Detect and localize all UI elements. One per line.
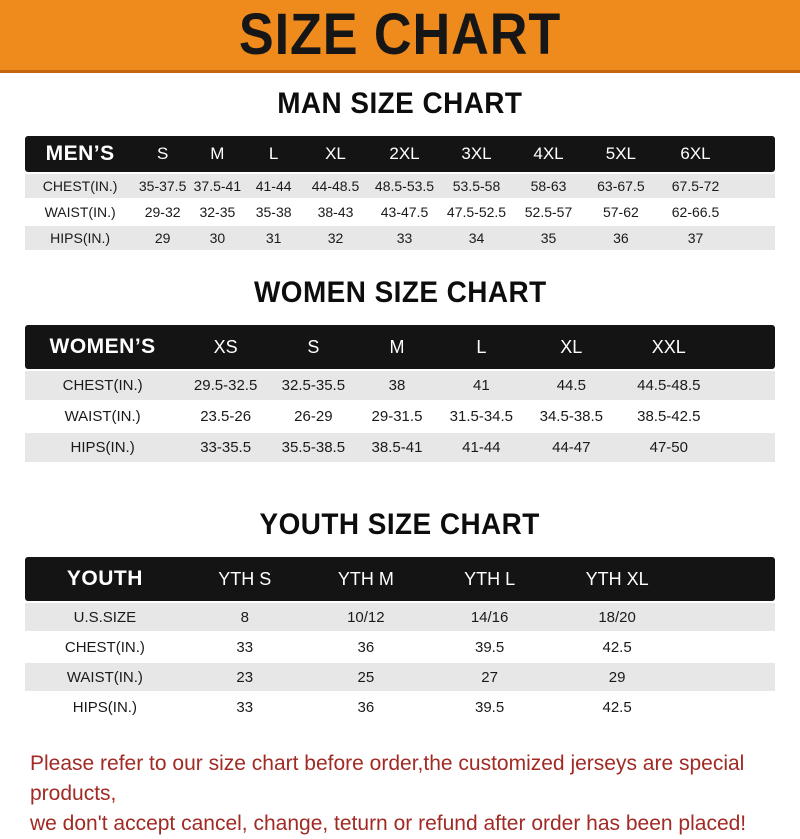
table-row: [25, 200, 775, 224]
size-header-cell: XXL: [618, 325, 719, 369]
size-value-cell: 36: [585, 226, 658, 250]
filler-cell: [719, 433, 775, 462]
size-value-cell: 41-44: [245, 174, 303, 198]
size-value-cell: 37: [657, 226, 734, 250]
size-value-cell: 29-31.5: [356, 402, 438, 431]
size-value-cell: 25: [305, 663, 427, 691]
filler-cell: [734, 136, 775, 172]
size-value-cell: 27: [427, 663, 552, 691]
womens-size-table: [25, 323, 775, 464]
size-value-cell: 30: [190, 226, 245, 250]
size-header-cell: YTH XL: [552, 557, 682, 601]
size-header-cell: 6XL: [657, 136, 734, 172]
size-value-cell: 41: [438, 371, 524, 400]
group-label-cell: WOMEN’S: [25, 325, 180, 369]
size-value-cell: 33: [185, 693, 305, 721]
size-value-cell: 31.5-34.5: [438, 402, 524, 431]
filler-cell: [734, 200, 775, 224]
table-header-row: [25, 557, 775, 601]
table-row: [25, 603, 775, 631]
banner-title: SIZE CHART: [238, 2, 562, 67]
size-value-cell: 42.5: [552, 693, 682, 721]
size-header-cell: M: [190, 136, 245, 172]
size-header-cell: XL: [524, 325, 618, 369]
table-row: [25, 633, 775, 661]
size-value-cell: 39.5: [427, 693, 552, 721]
row-label-cell: WAIST(IN.): [25, 200, 135, 224]
size-value-cell: 44-48.5: [303, 174, 369, 198]
row-label-cell: CHEST(IN.): [25, 174, 135, 198]
section-title-youth: YOUTH SIZE CHART: [259, 508, 541, 541]
size-value-cell: 44.5: [524, 371, 618, 400]
group-label-cell: MEN’S: [25, 136, 135, 172]
filler-cell: [682, 557, 775, 601]
size-value-cell: 32: [303, 226, 369, 250]
size-value-cell: 29: [135, 226, 190, 250]
size-value-cell: 62-66.5: [657, 200, 734, 224]
size-header-cell: 3XL: [441, 136, 513, 172]
filler-cell: [734, 226, 775, 250]
filler-cell: [682, 633, 775, 661]
size-header-cell: 2XL: [369, 136, 441, 172]
size-value-cell: 10/12: [305, 603, 427, 631]
size-header-cell: XS: [180, 325, 271, 369]
size-value-cell: 57-62: [585, 200, 658, 224]
size-value-cell: 67.5-72: [657, 174, 734, 198]
row-label-cell: HIPS(IN.): [25, 693, 185, 721]
row-label-cell: WAIST(IN.): [25, 663, 185, 691]
table-row: [25, 226, 775, 250]
filler-cell: [682, 603, 775, 631]
size-value-cell: 29-32: [135, 200, 190, 224]
size-value-cell: 58-63: [513, 174, 585, 198]
filler-cell: [719, 402, 775, 431]
size-value-cell: 32-35: [190, 200, 245, 224]
row-label-cell: HIPS(IN.): [25, 226, 135, 250]
size-header-cell: YTH L: [427, 557, 552, 601]
notice-line-1: Please refer to our size chart before order,the customized jerseys are special products,: [30, 752, 745, 805]
size-value-cell: 42.5: [552, 633, 682, 661]
size-value-cell: 38.5-41: [356, 433, 438, 462]
size-header-cell: S: [271, 325, 356, 369]
size-value-cell: 18/20: [552, 603, 682, 631]
row-label-cell: WAIST(IN.): [25, 402, 180, 431]
size-value-cell: 37.5-41: [190, 174, 245, 198]
size-value-cell: 35-38: [245, 200, 303, 224]
size-value-cell: 43-47.5: [369, 200, 441, 224]
size-value-cell: 34.5-38.5: [524, 402, 618, 431]
size-header-cell: 4XL: [513, 136, 585, 172]
order-notice: [30, 749, 800, 839]
size-value-cell: 35-37.5: [135, 174, 190, 198]
size-value-cell: 14/16: [427, 603, 552, 631]
size-value-cell: 29: [552, 663, 682, 691]
size-value-cell: 47-50: [618, 433, 719, 462]
size-value-cell: 8: [185, 603, 305, 631]
section-title-women: WOMEN SIZE CHART: [253, 276, 547, 309]
table-header-row: [25, 325, 775, 369]
size-value-cell: 38.5-42.5: [618, 402, 719, 431]
table-row: [25, 433, 775, 462]
size-value-cell: 36: [305, 633, 427, 661]
row-label-cell: U.S.SIZE: [25, 603, 185, 631]
table-row: [25, 371, 775, 400]
size-header-cell: L: [245, 136, 303, 172]
size-header-cell: 5XL: [585, 136, 658, 172]
filler-cell: [682, 663, 775, 691]
size-header-cell: YTH S: [185, 557, 305, 601]
size-value-cell: 38: [356, 371, 438, 400]
size-value-cell: 35.5-38.5: [271, 433, 356, 462]
filler-cell: [719, 325, 775, 369]
size-value-cell: 23.5-26: [180, 402, 271, 431]
size-value-cell: 34: [441, 226, 513, 250]
size-value-cell: 52.5-57: [513, 200, 585, 224]
table-row: [25, 174, 775, 198]
mens-size-table: [25, 134, 775, 252]
size-value-cell: 38-43: [303, 200, 369, 224]
size-value-cell: 29.5-32.5: [180, 371, 271, 400]
table-row: [25, 663, 775, 691]
filler-cell: [734, 174, 775, 198]
row-label-cell: CHEST(IN.): [25, 633, 185, 661]
size-value-cell: 39.5: [427, 633, 552, 661]
section-title-man: MAN SIZE CHART: [277, 87, 523, 120]
size-value-cell: 44.5-48.5: [618, 371, 719, 400]
size-value-cell: 35: [513, 226, 585, 250]
size-header-cell: YTH M: [305, 557, 427, 601]
size-chart-banner: [0, 0, 800, 73]
size-value-cell: 41-44: [438, 433, 524, 462]
size-value-cell: 23: [185, 663, 305, 691]
size-header-cell: S: [135, 136, 190, 172]
size-value-cell: 47.5-52.5: [441, 200, 513, 224]
size-value-cell: 31: [245, 226, 303, 250]
filler-cell: [682, 693, 775, 721]
group-label-cell: YOUTH: [25, 557, 185, 601]
row-label-cell: HIPS(IN.): [25, 433, 180, 462]
table-row: [25, 693, 775, 721]
table-header-row: [25, 136, 775, 172]
table-row: [25, 402, 775, 431]
size-value-cell: 36: [305, 693, 427, 721]
size-value-cell: 44-47: [524, 433, 618, 462]
size-value-cell: 53.5-58: [441, 174, 513, 198]
size-value-cell: 32.5-35.5: [271, 371, 356, 400]
filler-cell: [719, 371, 775, 400]
size-value-cell: 33: [369, 226, 441, 250]
size-header-cell: M: [356, 325, 438, 369]
size-value-cell: 26-29: [271, 402, 356, 431]
size-value-cell: 33: [185, 633, 305, 661]
youth-size-table: [25, 555, 775, 723]
size-header-cell: XL: [303, 136, 369, 172]
size-header-cell: L: [438, 325, 524, 369]
size-value-cell: 48.5-53.5: [369, 174, 441, 198]
size-value-cell: 63-67.5: [585, 174, 658, 198]
row-label-cell: CHEST(IN.): [25, 371, 180, 400]
size-value-cell: 33-35.5: [180, 433, 271, 462]
notice-line-2: we don't accept cancel, change, teturn or refund after order has been placed!: [30, 812, 747, 835]
